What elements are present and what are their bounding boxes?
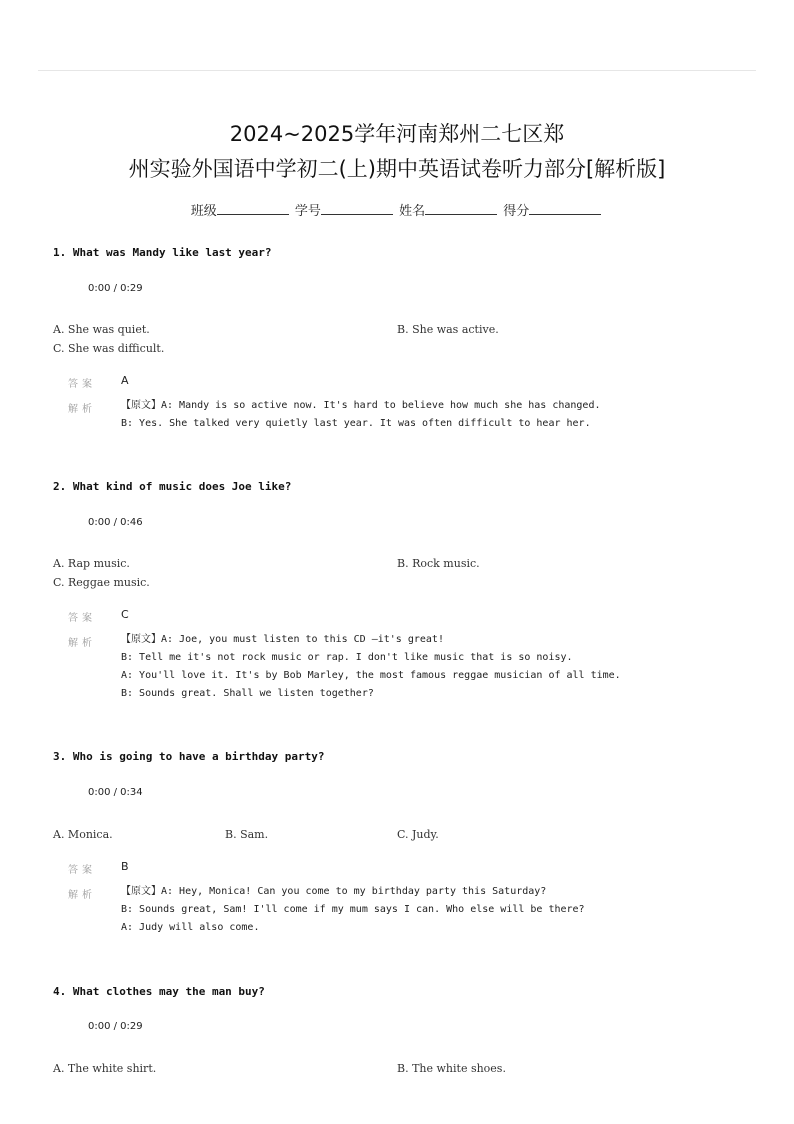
question-4-option-a: A. The white shirt. <box>53 1062 157 1075</box>
question-3-answer: B <box>121 860 129 873</box>
explanation-line: 【原文】A: Mandy is so active now. It's hard to believe how much she has changed. <box>121 400 601 411</box>
score-label: 得分 <box>503 204 530 219</box>
question-4-option-b: B. The white shoes. <box>397 1062 506 1075</box>
score-blank <box>529 202 601 215</box>
question-2-audio-player[interactable]: 0:00 / 0:46 <box>88 517 143 528</box>
question-1-title: 1. What was Mandy like last year? <box>53 246 272 259</box>
explanation-line: B: Sounds great. Shall we listen together? <box>121 688 374 699</box>
question-2-title: 2. What kind of music does Joe like? <box>53 480 292 493</box>
question-1-option-a: A. She was quiet. <box>53 323 150 336</box>
question-3-audio-player[interactable]: 0:00 / 0:34 <box>88 787 143 798</box>
page-title-line2: 州实验外国语中学初二(上)期中英语试卷听力部分[解析版] <box>128 157 666 181</box>
question-1-option-c: C. She was difficult. <box>53 342 165 355</box>
question-3-answer-label: 答案 <box>68 865 96 876</box>
question-1-option-b: B. She was active. <box>397 323 499 336</box>
page-top-divider <box>38 70 756 71</box>
student-id-label: 学号 <box>294 204 321 219</box>
question-3-title: 3. Who is going to have a birthday party? <box>53 750 325 763</box>
question-4-title: 4. What clothes may the man buy? <box>53 985 265 998</box>
question-1-explanation-label: 解析 <box>68 404 96 415</box>
explanation-line: A: You'll love it. It's by Bob Marley, the most famous reggae musician of all time. <box>121 670 621 681</box>
question-2-answer: C <box>121 608 129 621</box>
explanation-line: B: Sounds great, Sam! I'll come if my mum says I can. Who else will be there? <box>121 904 585 915</box>
explanation-line: 【原文】A: Hey, Monica! Can you come to my birthday party this Saturday? <box>121 886 547 897</box>
student-id-blank <box>321 202 393 215</box>
question-2-option-b: B. Rock music. <box>397 557 480 570</box>
class-label: 班级 <box>190 204 217 219</box>
explanation-line: 【原文】A: Joe, you must listen to this CD —it's great! <box>121 634 444 645</box>
question-1-answer-label: 答案 <box>68 379 96 390</box>
class-blank <box>217 202 289 215</box>
question-4-audio-player[interactable]: 0:00 / 0:29 <box>88 1021 143 1032</box>
question-3-explanation-label: 解析 <box>68 890 96 901</box>
question-2-option-a: A. Rap music. <box>53 557 130 570</box>
explanation-line: A: Judy will also come. <box>121 922 260 933</box>
explanation-line: B: Yes. She talked very quietly last year. It was often difficult to hear her. <box>121 418 591 429</box>
question-3-option-c: C. Judy. <box>397 828 439 841</box>
name-label: 姓名 <box>399 204 426 219</box>
question-2-explanation <box>121 631 621 703</box>
question-1-audio-player[interactable]: 0:00 / 0:29 <box>88 283 143 294</box>
question-2-answer-label: 答案 <box>68 613 96 624</box>
question-1-answer: A <box>121 374 129 387</box>
question-3-option-b: B. Sam. <box>225 828 269 841</box>
question-3-explanation <box>121 883 585 937</box>
question-2-explanation-label: 解析 <box>68 638 96 649</box>
page-title-line1: 2024~2025学年河南郑州二七区郑 <box>229 122 565 146</box>
question-3-option-a: A. Monica. <box>53 828 113 841</box>
question-2-option-c: C. Reggae music. <box>53 576 150 589</box>
name-blank <box>425 202 497 215</box>
student-info-row <box>0 200 794 219</box>
explanation-line: B: Tell me it's not rock music or rap. I don't like music that is so noisy. <box>121 652 573 663</box>
question-1-explanation <box>121 397 601 433</box>
